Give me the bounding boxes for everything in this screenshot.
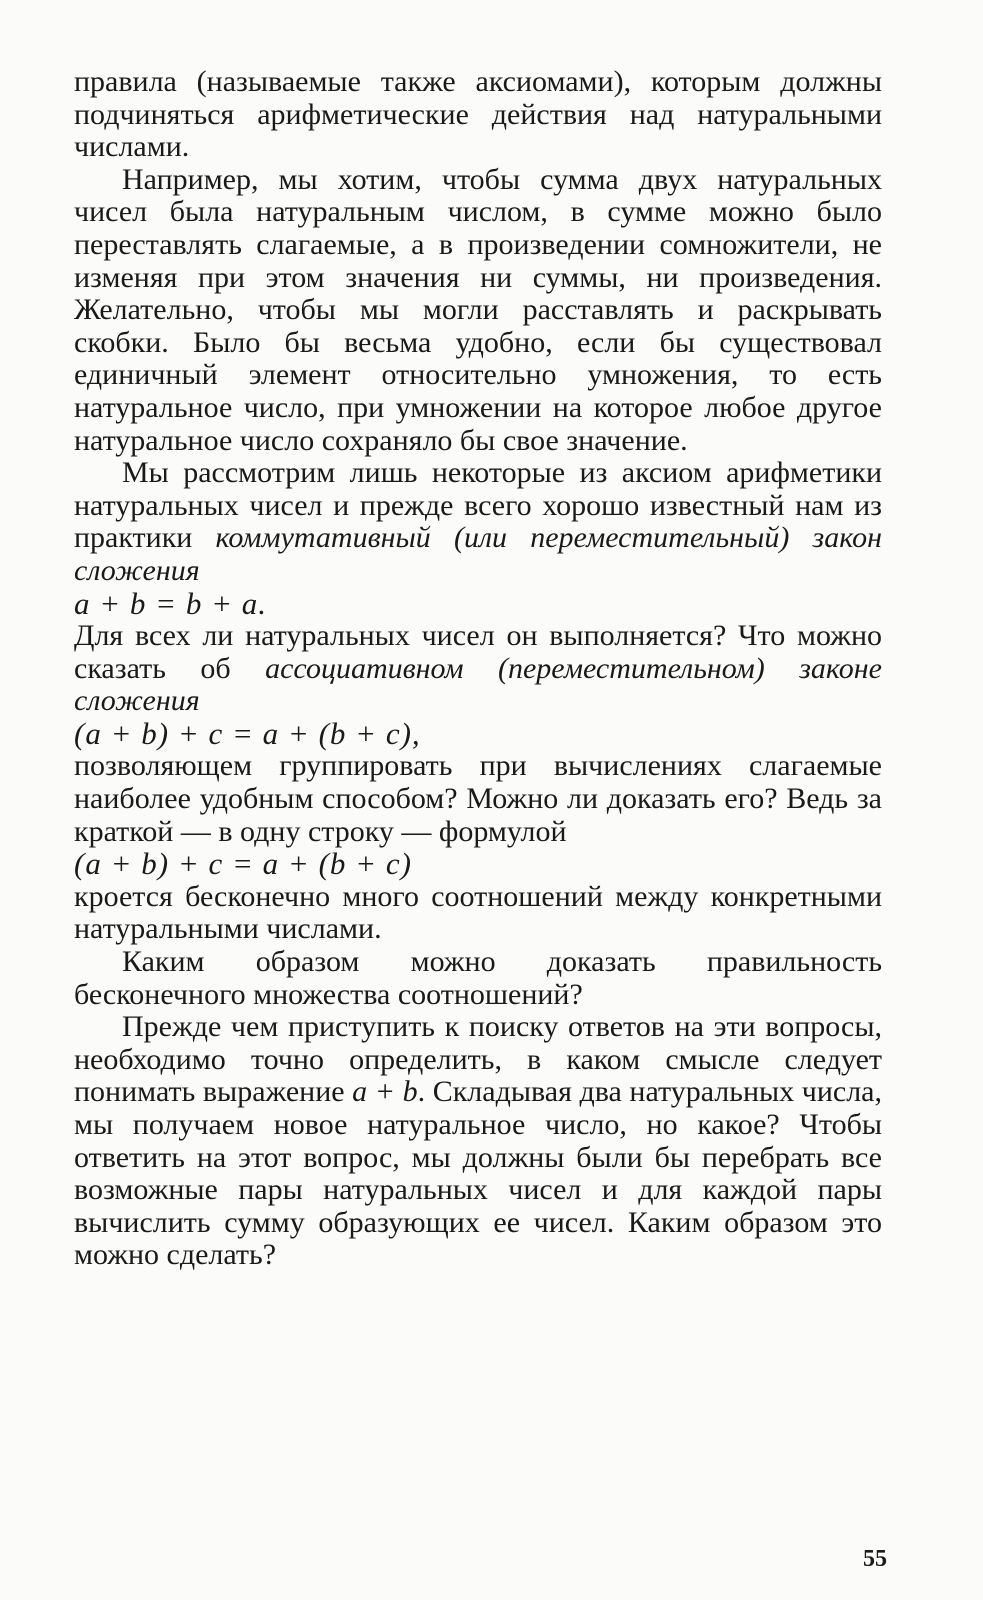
paragraph — [74, 66, 882, 164]
formula: a + b = b + a. — [74, 585, 268, 621]
paragraph — [74, 164, 882, 457]
paragraph — [74, 946, 882, 1011]
page-body — [74, 66, 882, 1272]
emphasized-text: коммутативный (или переместительный) закон сложения — [74, 521, 882, 587]
text-segment: позволяющем группировать при вычислениях слагаемые наиболее удобным способом? Можно ли доказать его? Ведь за краткой — в одну строку — формулой — [74, 749, 882, 848]
text-segment: Например, мы хотим, чтобы сумма двух натуральных чисел была натуральным числом, в сумме можно было переставлять слагаемые, а в произведении сомножители, не изменяя при этом значения ни суммы, ни произведения. Желательно, чтобы мы могли расставлять и раскрывать скобки. Было бы весьма удобно, если бы существовал единичный элемент относительно умножения, то есть натуральное число, при умножении на которое любое другое натуральное число сохраняло бы свое значение. — [74, 162, 882, 457]
text-segment: Прежде чем приступить к поиску ответов на эти вопросы, необходимо точно определить, в каком смысле следует понимать выражение — [74, 1010, 882, 1109]
page-number: 55 — [863, 1546, 887, 1572]
text-segment: правила (называемые также аксиомами), которым должны подчиняться арифметические действия над натуральными числами. — [74, 65, 882, 164]
formula: (a + b) + c = a + (b + c), — [74, 715, 421, 751]
formula: (a + b) + c = a + (b + c) — [74, 846, 412, 882]
text-segment: Мы рассмотрим лишь некоторые из аксиом арифметики натуральных чисел и прежде всего хорошо известный нам из практики — [74, 456, 882, 555]
paragraph — [74, 881, 882, 946]
text-segment: Каким образом можно доказать правильность бесконечного множества соотношений? — [74, 945, 882, 1011]
emphasized-text: a + b — [352, 1075, 418, 1109]
text-segment: . Складывая два натуральных числа, мы получаем новое натуральное число, но какое? Чтобы ответить на этот вопрос, мы должны были бы перебрать все возможные пары натуральных чисел и для каждой пары вычислить сумму образующих ее чисел. Каким образом это можно сделать? — [74, 1075, 882, 1272]
text-segment: Для всех ли натуральных чисел он выполняется? Что можно сказать об — [74, 619, 882, 685]
paragraph — [74, 620, 882, 718]
text-segment: кроется бесконечно много соотношений между конкретными натуральными числами. — [74, 879, 882, 946]
paragraph — [74, 1011, 882, 1272]
paragraph — [74, 457, 882, 587]
emphasized-text: ассоциативном (переместительном) законе сложения — [74, 651, 882, 718]
paragraph — [74, 750, 882, 848]
